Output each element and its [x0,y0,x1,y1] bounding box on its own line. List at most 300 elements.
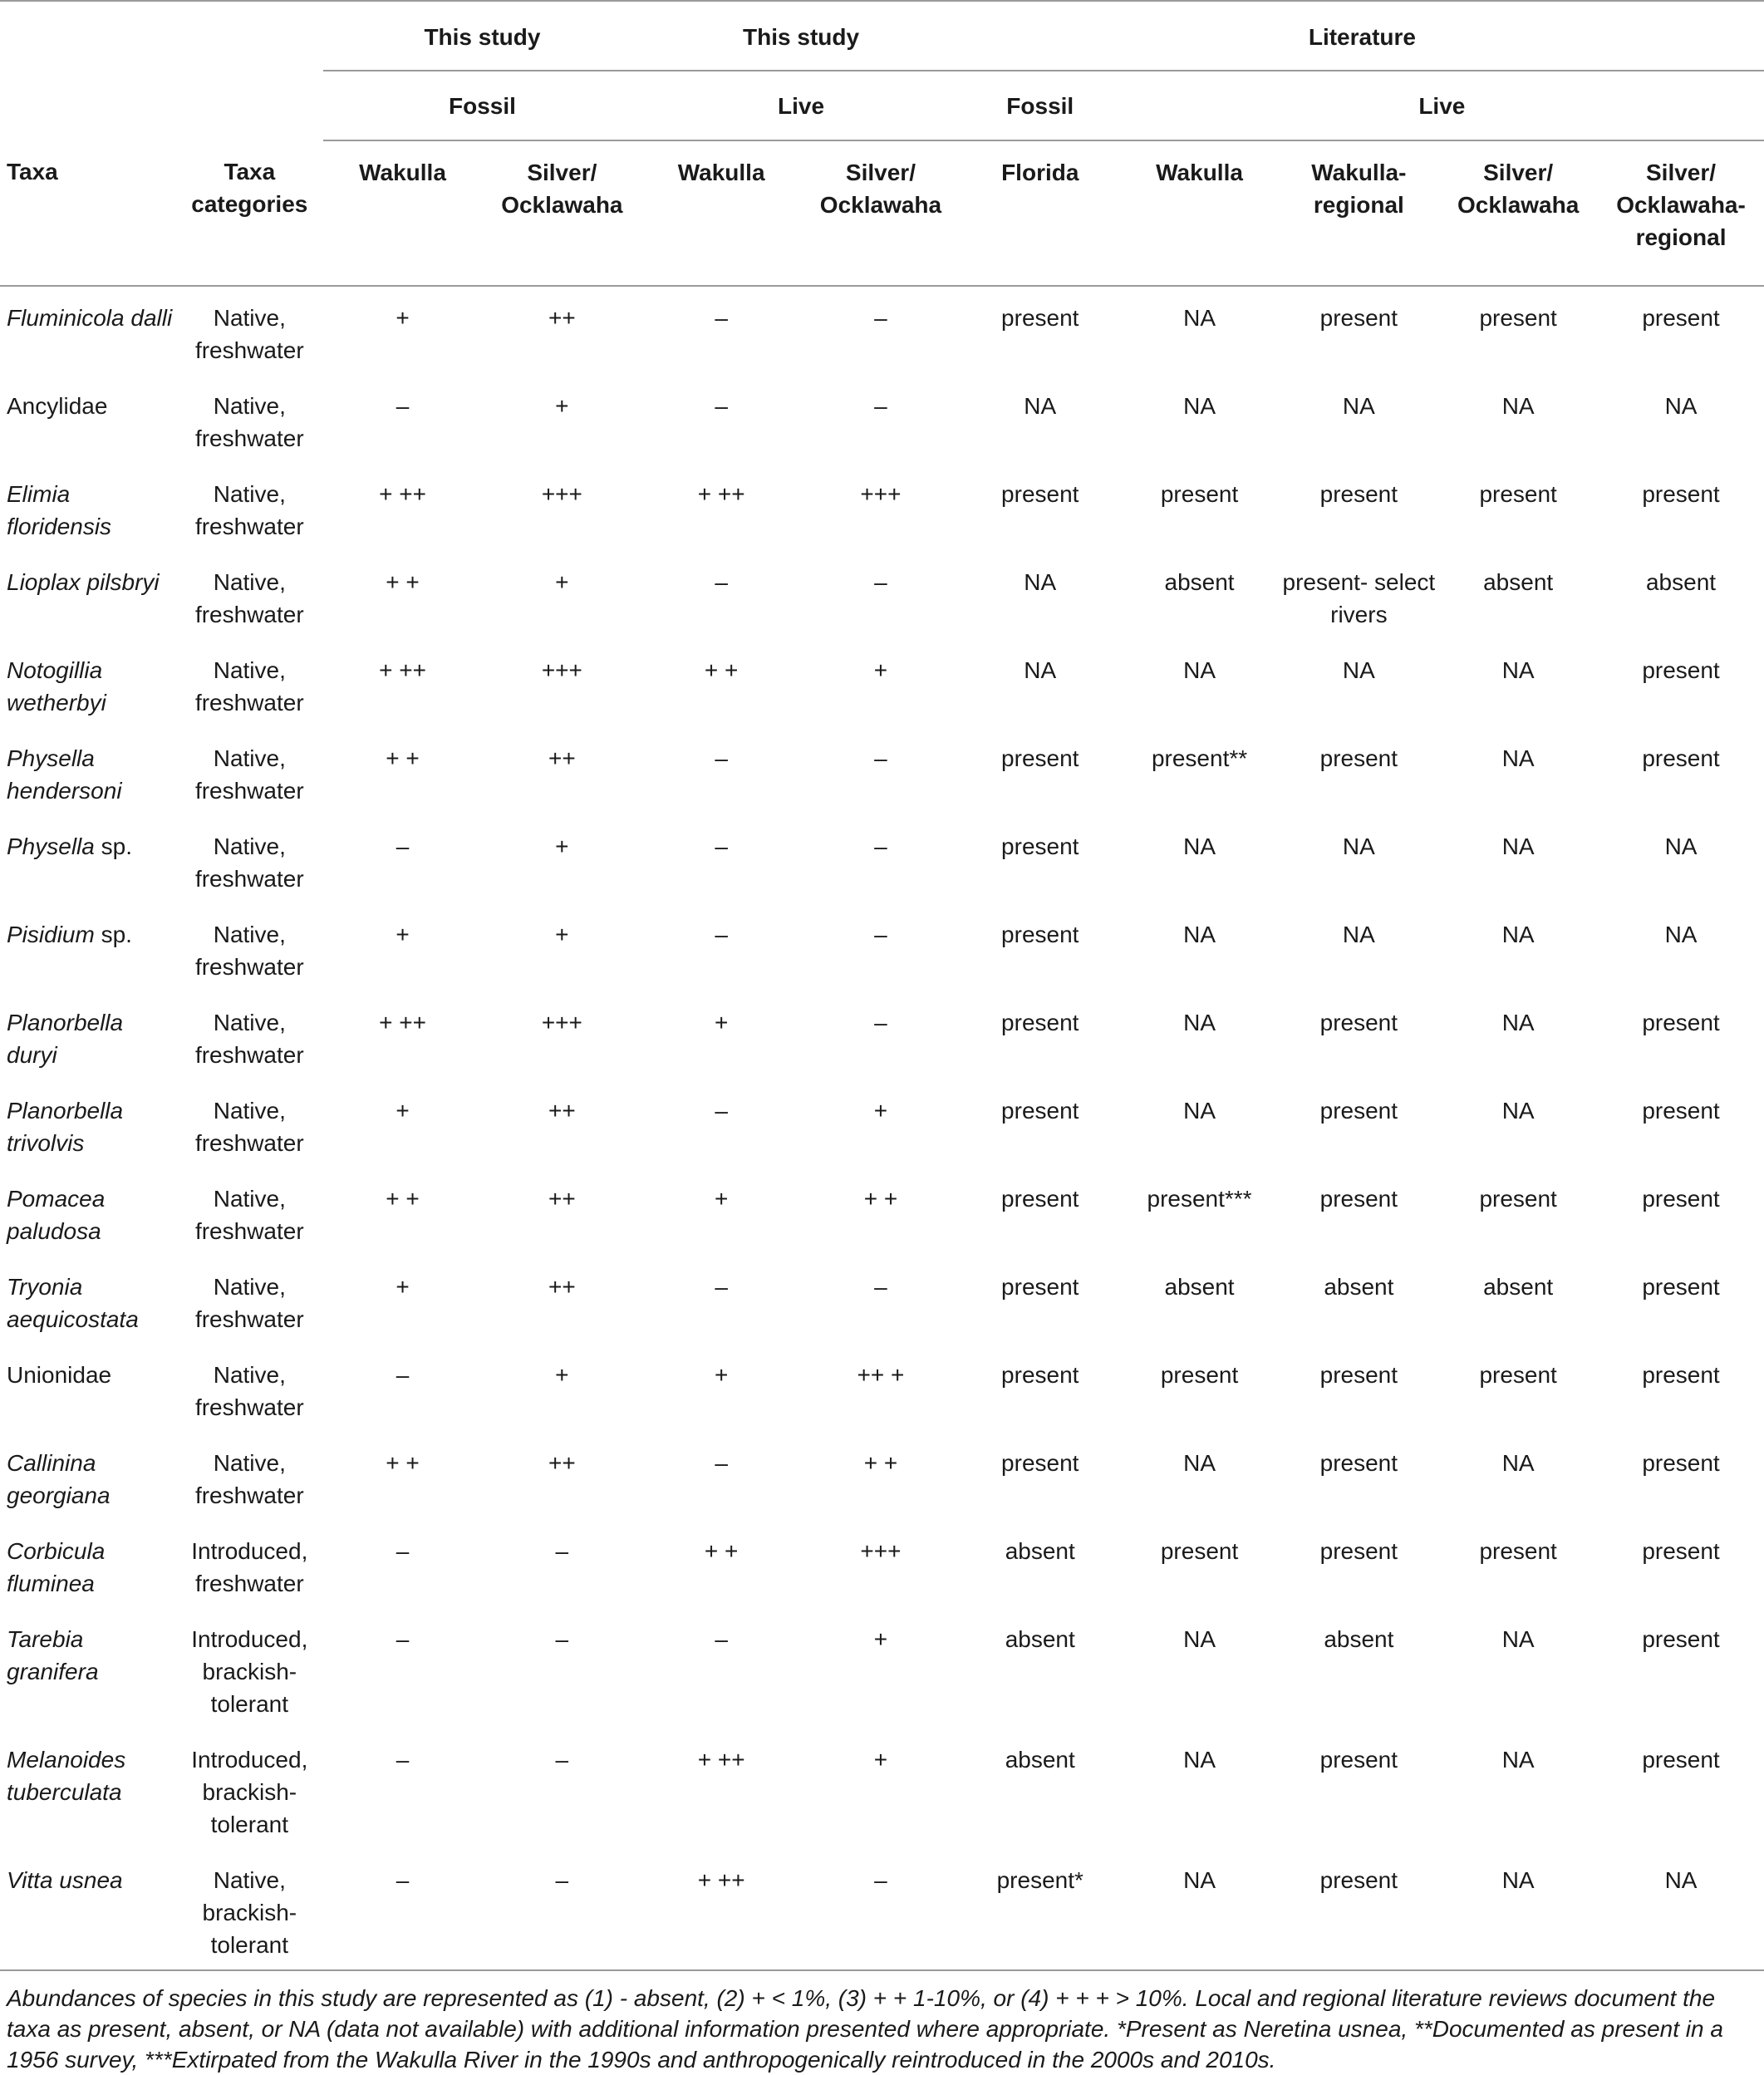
value-cell-lw: + + [704,1538,739,1564]
taxa-name: Physella [7,833,95,859]
value-cell-wr: present [1319,1538,1398,1564]
value-cell-sr: present [1642,1450,1720,1476]
category-text: tolerant [210,1691,289,1717]
category-text: freshwater [194,1482,304,1508]
value-cell-sr: present [1642,481,1720,507]
value-cell-fw: + [396,922,410,947]
taxa-cell [0,1849,176,1970]
value-cell-wr: present [1319,1098,1398,1124]
value-cell-w: NA [1183,1098,1216,1124]
value-cell-fs: + [555,922,569,947]
taxa-name-part: hendersoni [7,778,122,804]
value-cell-s: NA [1501,1867,1535,1893]
value-cell-fw: + ++ [379,1010,426,1035]
category-text: brackish- [202,1779,297,1805]
taxa-name: Notogillia [7,657,103,683]
value-cell-lw: – [715,1450,728,1476]
value-cell-lw: – [715,1098,728,1124]
taxa-category-cell [176,1168,323,1256]
taxa-name: Tarebia [7,1626,84,1652]
taxa-cell [0,286,176,375]
subheader-fossil: Fossil [323,71,642,140]
value-cell-w: NA [1183,1010,1216,1035]
taxa-cell [0,639,176,727]
value-cell-ff: present [1001,305,1079,331]
value-cell-wr: present- select rivers [1282,569,1436,627]
taxa-cell [0,1168,176,1256]
value-cell-fs: ++ [548,1098,576,1124]
value-cell-ls: – [874,1867,887,1893]
taxa-cell [0,551,176,639]
category-text: Native, [213,833,286,859]
value-cell-fw: – [396,1362,410,1388]
taxa-category-cell [176,727,323,815]
value-cell-w: present [1160,481,1239,507]
value-cell-lw: – [715,1626,728,1652]
category-text: freshwater [194,337,304,363]
value-cell-s: NA [1501,393,1535,419]
value-cell-fs: – [555,1538,569,1564]
table-row [0,1168,1764,1256]
value-cell-fw: + + [386,1186,420,1212]
value-cell-sr: present [1642,745,1720,771]
col-lit-wakulla-regional: Wakulla- regional [1279,140,1438,286]
category-text: freshwater [194,1306,304,1332]
taxa-category-cell [176,286,323,375]
value-cell-fs: + [555,393,569,419]
taxa-category-cell [176,1344,323,1432]
col-lit-silver: Silver/ Ocklawaha [1438,140,1598,286]
category-text: Native, [213,481,286,507]
value-cell-sr: NA [1664,922,1698,947]
value-cell-fw: + + [386,569,420,595]
value-cell-fw: + [396,1274,410,1300]
value-cell-fw: – [396,833,410,859]
table-row [0,1520,1764,1608]
category-text: Introduced, [191,1538,308,1564]
value-cell-fs: ++ [548,1186,576,1212]
value-cell-wr: present [1319,1362,1398,1388]
category-text: brackish- [202,1659,297,1684]
value-cell-sr: present [1642,1010,1720,1035]
value-cell-lw: + ++ [697,1747,745,1773]
value-cell-ls: – [874,393,887,419]
value-cell-lw: – [715,922,728,947]
value-cell-sr: present [1642,1747,1720,1773]
value-cell-ff: absent [1005,1626,1075,1652]
value-cell-sr: present [1642,1362,1720,1388]
value-cell-sr: present [1642,1274,1720,1300]
value-cell-w: NA [1183,393,1216,419]
taxa-name: Pomacea [7,1186,106,1212]
value-cell-ls: + [873,1626,888,1652]
category-text: freshwater [194,602,304,627]
value-cell-w: NA [1183,657,1216,683]
value-cell-ff: NA [1024,393,1057,419]
value-cell-s: NA [1501,833,1535,859]
value-cell-fw: – [396,393,410,419]
value-cell-w: NA [1183,305,1216,331]
value-cell-ls: – [874,569,887,595]
table-row [0,286,1764,375]
taxa-name-part: wetherbyi [7,690,106,715]
group-this-study-fossil: This study [323,1,642,71]
value-cell-fs: ++ [548,1450,576,1476]
value-cell-w: present** [1151,745,1248,771]
value-cell-s: NA [1501,657,1535,683]
taxa-name: Fluminicola dalli [7,305,173,331]
value-cell-sr: present [1642,657,1720,683]
value-cell-sr: present [1642,305,1720,331]
value-cell-s: NA [1501,1626,1535,1652]
table-row [0,1344,1764,1432]
value-cell-fw: – [396,1867,410,1893]
value-cell-wr: present [1319,1450,1398,1476]
taxa-cell [0,463,176,551]
value-cell-wr: absent [1324,1274,1394,1300]
group-literature: Literature [961,1,1764,71]
value-cell-fs: – [555,1626,569,1652]
value-cell-lw: – [715,745,728,771]
value-cell-ff: present [1001,1186,1079,1212]
category-text: Introduced, [191,1626,308,1652]
value-cell-ls: + [873,657,888,683]
value-cell-wr: present [1319,1010,1398,1035]
value-cell-fw: – [396,1538,410,1564]
taxa-cell [0,1520,176,1608]
category-text: Native, [213,569,286,595]
value-cell-ff: present [1001,1274,1079,1300]
value-cell-wr: NA [1342,833,1375,859]
category-text: Native, [213,922,286,947]
value-cell-wr: present [1319,305,1398,331]
value-cell-s: NA [1501,1098,1535,1124]
category-text: Native, [213,745,286,771]
category-text: Native, [213,1010,286,1035]
subheader-live: Live [641,71,961,140]
category-text: freshwater [194,1042,304,1068]
value-cell-fs: ++ [548,745,576,771]
value-cell-lw: – [715,305,728,331]
col-fossil-wakulla: Wakulla [323,140,483,286]
table-row [0,639,1764,727]
category-text: tolerant [210,1812,289,1837]
taxa-name-part: duryi [7,1042,57,1068]
value-cell-fw: – [396,1747,410,1773]
value-cell-wr: absent [1324,1626,1394,1652]
category-text: Native, [213,1362,286,1388]
taxa-category-cell [176,1432,323,1520]
value-cell-ff: present* [996,1867,1083,1893]
table-row [0,1432,1764,1520]
table-row [0,991,1764,1079]
value-cell-s: absent [1483,1274,1554,1300]
taxa-name-part: granifera [7,1659,99,1684]
value-cell-wr: present [1319,745,1398,771]
value-cell-ff: present [1001,481,1079,507]
subheader-lit-fossil: Fossil [961,71,1120,140]
taxa-name: Vitta usnea [7,1867,123,1893]
table-row [0,1849,1764,1970]
value-cell-ff: NA [1024,569,1057,595]
category-text: Native, [213,305,286,331]
taxa-cell [0,727,176,815]
table-row [0,375,1764,463]
value-cell-ls: – [874,833,887,859]
taxa-cell [0,375,176,463]
taxa-category-cell [176,815,323,903]
value-cell-sr: NA [1664,1867,1698,1893]
category-text: Native, [213,657,286,683]
value-cell-ls: – [874,745,887,771]
category-text: freshwater [194,514,304,539]
value-cell-ls: +++ [860,481,902,507]
value-cell-sr: NA [1664,393,1698,419]
taxa-name-part: sp. [94,833,132,859]
value-cell-ls: – [874,1274,887,1300]
value-cell-fs: – [555,1867,569,1893]
taxa-cell [0,1256,176,1344]
category-text: freshwater [194,954,304,980]
value-cell-lw: – [715,393,728,419]
value-cell-w: absent [1164,569,1235,595]
value-cell-s: NA [1501,1010,1535,1035]
value-cell-fw: + [396,305,410,331]
col-taxa-categories: Taxa categories [176,140,323,286]
value-cell-ls: – [874,305,887,331]
group-this-study-live: This study [641,1,961,71]
taxa-cell [0,1608,176,1728]
value-cell-lw: + + [704,657,739,683]
col-lit-silver-regional: Silver/ Ocklawaha- regional [1598,140,1764,286]
value-cell-ls: +++ [860,1538,902,1564]
table-row [0,903,1764,991]
value-cell-w: present [1160,1362,1239,1388]
taxa-category-cell [176,639,323,727]
category-text: freshwater [194,425,304,451]
taxa-category-cell [176,1520,323,1608]
value-cell-s: NA [1501,1450,1535,1476]
taxa-category-cell [176,991,323,1079]
category-text: brackish- [202,1900,297,1925]
value-cell-wr: NA [1342,393,1375,419]
value-cell-wr: present [1319,1186,1398,1212]
category-text: Native, [213,1450,286,1476]
value-cell-w: NA [1183,1867,1216,1893]
value-cell-wr: NA [1342,922,1375,947]
value-cell-sr: present [1642,1186,1720,1212]
value-cell-lw: + [714,1010,729,1035]
category-text: Native, [213,1867,286,1893]
value-cell-lw: + [714,1362,729,1388]
value-cell-s: present [1479,1186,1557,1212]
table-row [0,727,1764,815]
value-cell-ff: present [1001,1362,1079,1388]
taxa-name-part: paludosa [7,1218,101,1244]
value-cell-lw: + ++ [697,481,745,507]
value-cell-fs: ++ [548,1274,576,1300]
taxa-cell [0,1432,176,1520]
value-cell-ls: – [874,1010,887,1035]
col-lit-wakulla: Wakulla [1120,140,1280,286]
taxa-name: Callinina [7,1450,96,1476]
taxa-name: Melanoides [7,1747,126,1773]
category-text: freshwater [194,1218,304,1244]
taxa-name-part: floridensis [7,514,112,539]
taxa-cell [0,1079,176,1168]
value-cell-fw: + ++ [379,657,426,683]
taxa-name-part: trivolvis [7,1130,85,1156]
taxa-name: Unionidae [7,1362,112,1388]
category-text: freshwater [194,1571,304,1596]
taxa-category-cell [176,375,323,463]
value-cell-ff: present [1001,1010,1079,1035]
value-cell-s: absent [1483,569,1554,595]
taxa-name-part: tuberculata [7,1779,122,1805]
category-text: freshwater [194,690,304,715]
value-cell-ls: + [873,1098,888,1124]
value-cell-w: absent [1164,1274,1235,1300]
subheader-lit-live: Live [1120,71,1764,140]
taxa-category-cell [176,551,323,639]
table-footnote: Abundances of species in this study are represented as (1) - absent, (2) + < 1%, (3) + + 1-10%, or (4) + + + > 10%. Local and regional literature reviews document the taxa as present, absent, or NA (data not available) with additional information presented where appropriate. *Present as Neretina usnea, **Documented as present in a 1956 survey, ***Extirpated from the Wakulla River in the 1990s and anthropogenically reintroduced in the 2000s and 2010s. [0,1970,1764,2075]
value-cell-lw: – [715,1274,728,1300]
value-cell-ff: absent [1005,1538,1075,1564]
taxa-name: Planorbella [7,1010,124,1035]
taxa-name: Elimia [7,481,71,507]
value-cell-sr: present [1642,1098,1720,1124]
table-row [0,463,1764,551]
value-cell-s: NA [1501,1747,1535,1773]
table-row [0,1608,1764,1728]
taxa-cell [0,991,176,1079]
table-row [0,815,1764,903]
taxa-name-part: georgiana [7,1482,111,1508]
value-cell-fw: + + [386,1450,420,1476]
value-cell-s: NA [1501,745,1535,771]
taxa-category-cell [176,903,323,991]
value-cell-w: present*** [1147,1186,1252,1212]
value-cell-ff: present [1001,1098,1079,1124]
value-cell-fs: +++ [541,1010,582,1035]
taxa-cell [0,815,176,903]
value-cell-fs: + [555,1362,569,1388]
value-cell-lw: – [715,569,728,595]
header-blank [0,1,176,71]
value-cell-sr: NA [1664,833,1698,859]
value-cell-fw: + + [386,745,420,771]
taxa-cell [0,1728,176,1849]
value-cell-wr: present [1319,481,1398,507]
value-cell-ff: present [1001,1450,1079,1476]
value-cell-fw: – [396,1626,410,1652]
value-cell-fs: +++ [541,481,582,507]
value-cell-s: present [1479,481,1557,507]
taxa-name: Ancylidae [7,393,108,419]
value-cell-w: present [1160,1538,1239,1564]
taxa-name-part: sp. [94,922,132,947]
value-cell-ff: present [1001,745,1079,771]
taxa-name: Physella [7,745,95,771]
value-cell-lw: – [715,833,728,859]
value-cell-s: NA [1501,922,1535,947]
value-cell-w: NA [1183,922,1216,947]
value-cell-ls: + [873,1747,888,1773]
category-text: freshwater [194,1394,304,1420]
value-cell-wr: present [1319,1747,1398,1773]
value-cell-fw: + ++ [379,481,426,507]
taxa-category-cell [176,1079,323,1168]
value-cell-ls: + + [863,1186,898,1212]
value-cell-ls: + + [863,1450,898,1476]
value-cell-lw: + ++ [697,1867,745,1893]
value-cell-s: present [1479,1538,1557,1564]
taxa-category-cell [176,463,323,551]
value-cell-w: NA [1183,1450,1216,1476]
value-cell-w: NA [1183,1747,1216,1773]
value-cell-fs: ++ [548,305,576,331]
value-cell-fs: + [555,833,569,859]
col-live-wakulla: Wakulla [641,140,801,286]
taxa-cell [0,1344,176,1432]
value-cell-ls: ++ + [857,1362,905,1388]
value-cell-wr: present [1319,1867,1398,1893]
taxa-category-cell [176,1256,323,1344]
table-row [0,1728,1764,1849]
value-cell-ff: absent [1005,1747,1075,1773]
col-live-silver: Silver/ Ocklawaha [801,140,961,286]
taxa-name-part: aequicostata [7,1306,139,1332]
col-lit-florida: Florida [961,140,1120,286]
taxa-category-cell [176,1849,323,1970]
table-body [0,286,1764,1970]
taxa-name: Pisidium [7,922,95,947]
value-cell-fs: – [555,1747,569,1773]
value-cell-fs: +++ [541,657,582,683]
value-cell-w: NA [1183,833,1216,859]
taxa-category-cell [176,1728,323,1849]
category-text: Native, [213,1098,286,1124]
value-cell-wr: NA [1342,657,1375,683]
value-cell-fw: + [396,1098,410,1124]
category-text: freshwater [194,1130,304,1156]
category-text: tolerant [210,1932,289,1958]
category-text: Native, [213,393,286,419]
header-blank [176,1,323,71]
category-text: Native, [213,1186,286,1212]
taxa-name-part: fluminea [7,1571,95,1596]
table-row [0,1079,1764,1168]
taxa-name: Corbicula [7,1538,106,1564]
value-cell-ff: present [1001,833,1079,859]
value-cell-s: present [1479,305,1557,331]
col-fossil-silver: Silver/ Ocklawaha [482,140,641,286]
taxa-name: Lioplax pilsbryi [7,569,160,595]
value-cell-s: present [1479,1362,1557,1388]
value-cell-ff: present [1001,922,1079,947]
table-row [0,1256,1764,1344]
value-cell-ls: – [874,922,887,947]
value-cell-sr: present [1642,1626,1720,1652]
category-text: freshwater [194,866,304,892]
col-taxa: Taxa [0,140,176,286]
value-cell-sr: present [1642,1538,1720,1564]
taxa-name: Planorbella [7,1098,124,1124]
taxa-cell [0,903,176,991]
value-cell-ff: NA [1024,657,1057,683]
category-text: Native, [213,1274,286,1300]
value-cell-sr: absent [1645,569,1717,595]
